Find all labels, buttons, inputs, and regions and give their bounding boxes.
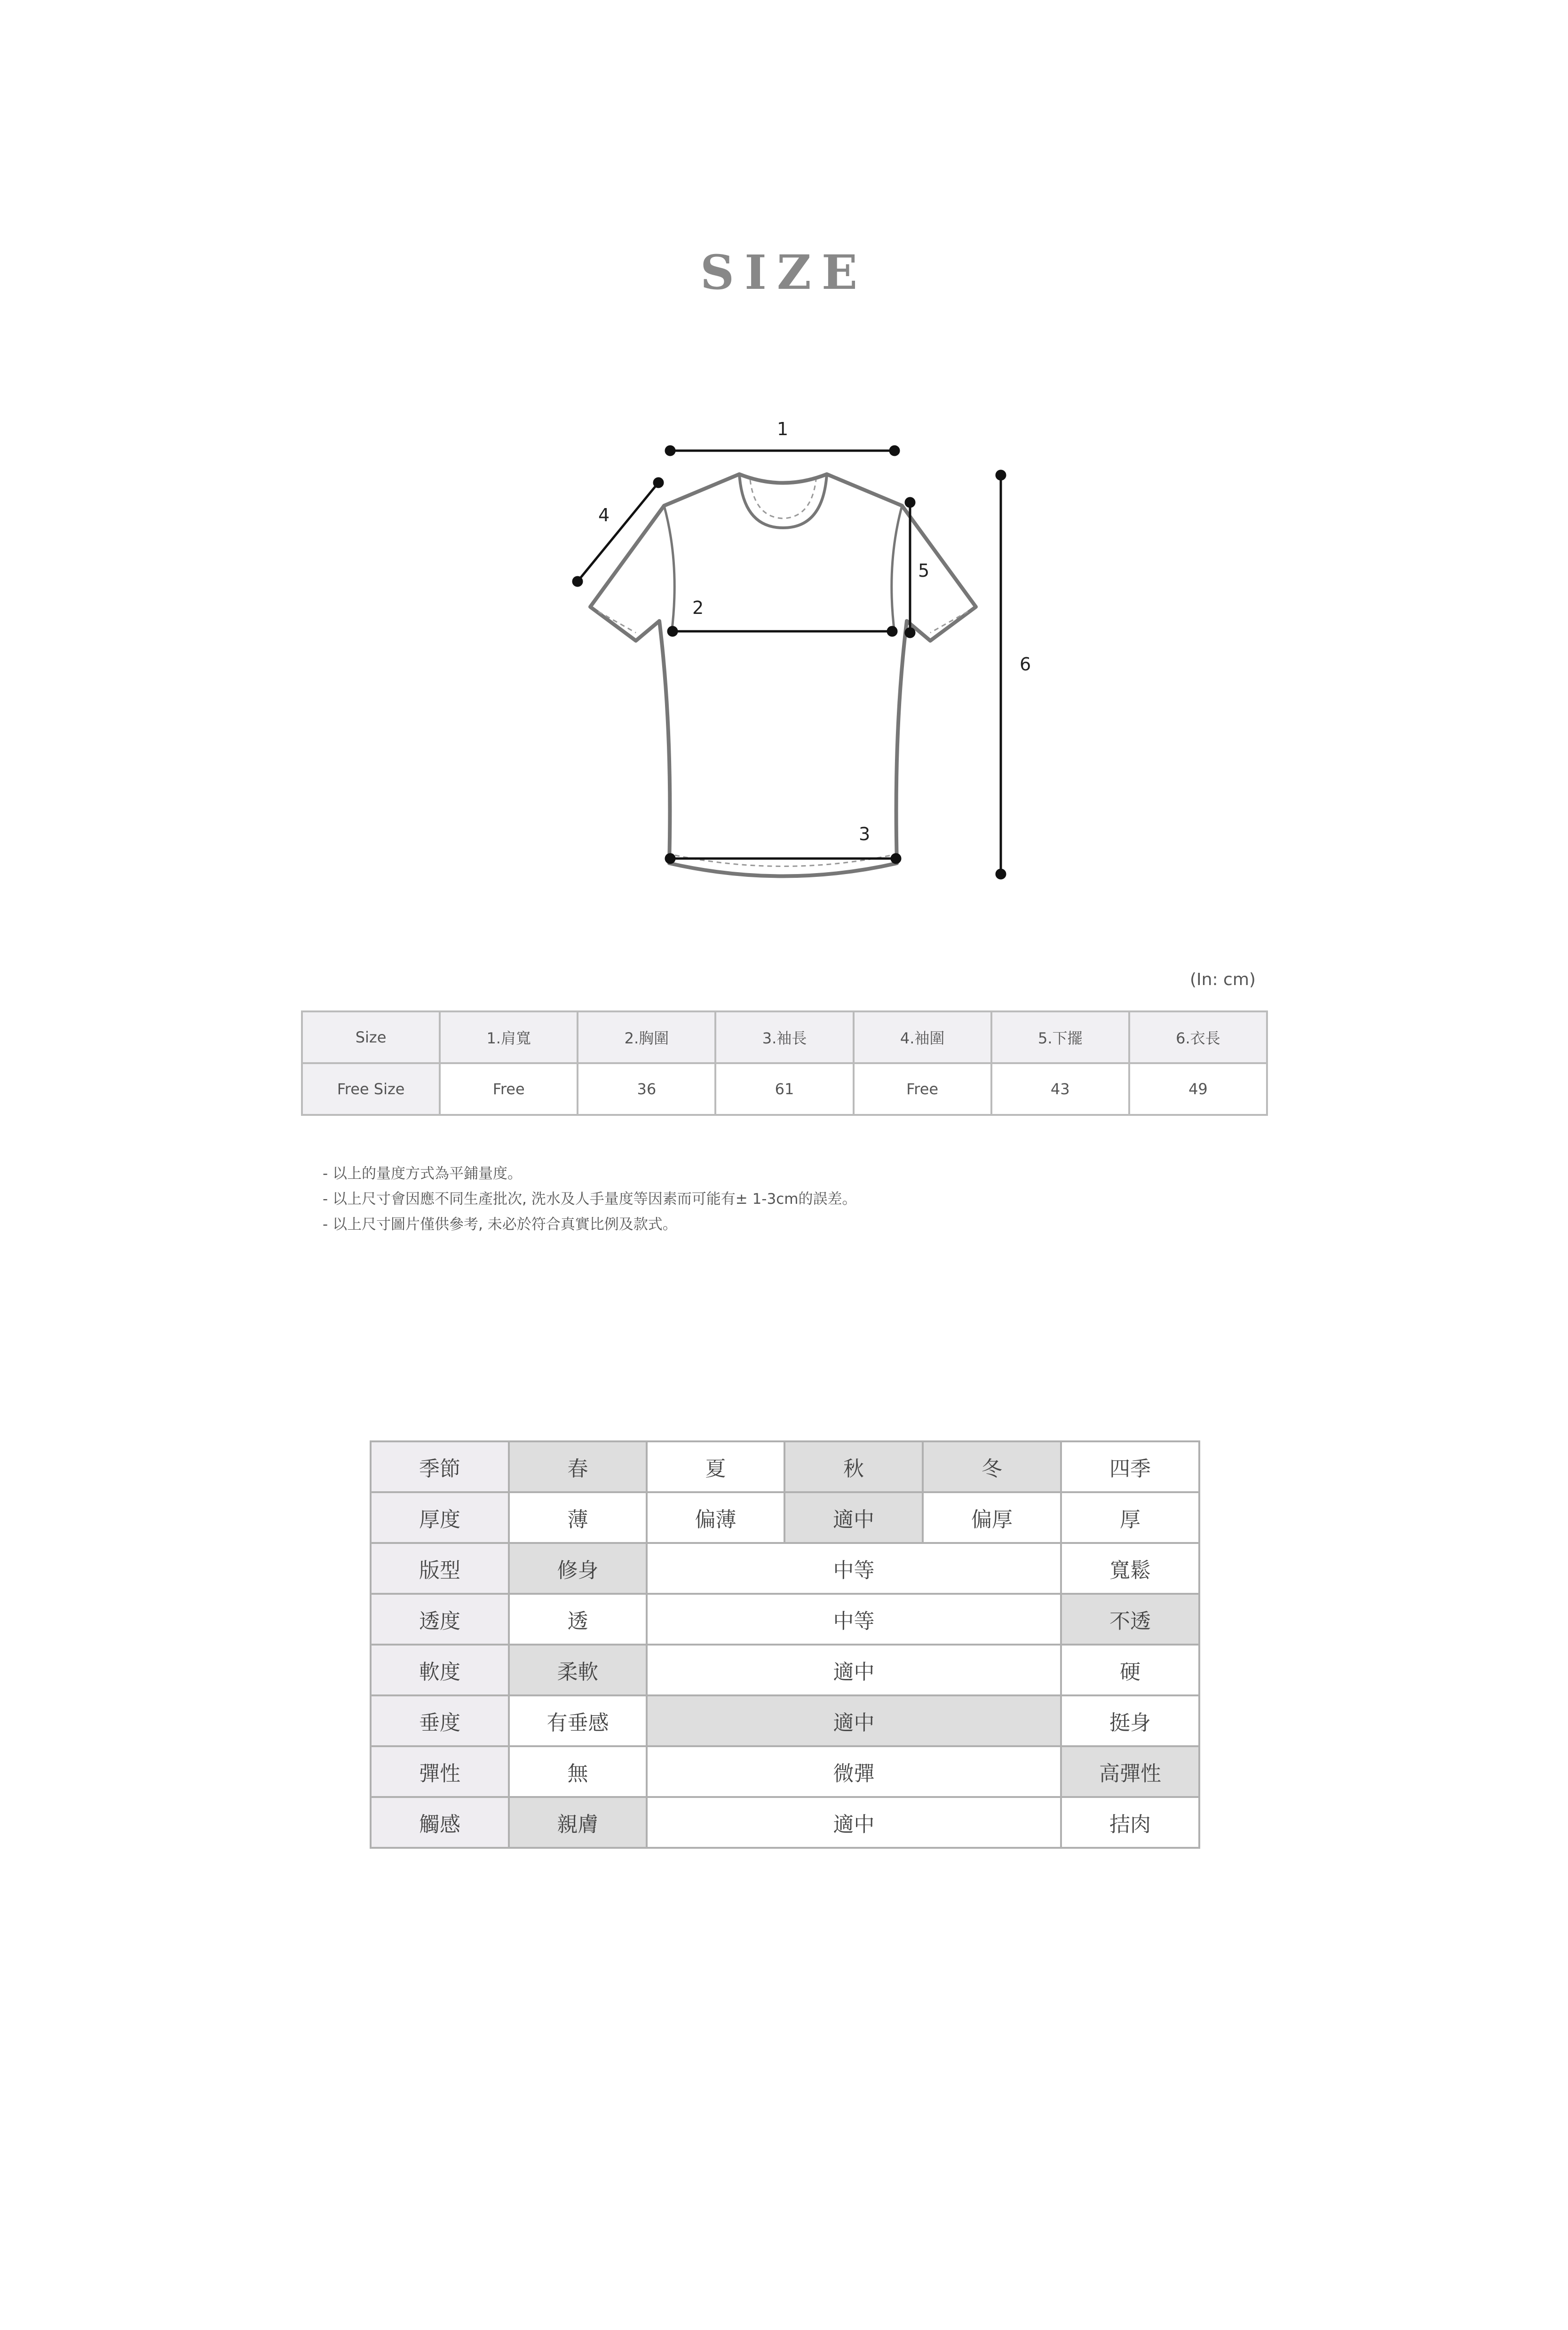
fabric-option: 厚 bbox=[1061, 1492, 1199, 1543]
fabric-option: 透 bbox=[509, 1594, 647, 1645]
fabric-option: 中等 bbox=[647, 1594, 1061, 1645]
page-title: SIZE bbox=[700, 245, 868, 300]
fabric-option: 偏薄 bbox=[647, 1492, 784, 1543]
measurement-notes bbox=[323, 1161, 856, 1237]
note-line: - 以上尺寸圖片僅供參考, 未必於符合真實比例及款式。 bbox=[323, 1216, 677, 1233]
fabric-attributes-table bbox=[370, 1440, 1200, 1849]
fabric-option: 微彈 bbox=[647, 1746, 1061, 1797]
fabric-option: 中等 bbox=[647, 1543, 1061, 1594]
fabric-option: 硬 bbox=[1061, 1645, 1199, 1695]
fabric-option: 適中 bbox=[647, 1645, 1061, 1695]
unit-label: (In: cm) bbox=[1190, 970, 1256, 989]
measure-label-5: 5 bbox=[918, 560, 930, 581]
fabric-option: 春 bbox=[509, 1441, 647, 1492]
fabric-row-label: 季節 bbox=[371, 1441, 509, 1492]
size-table-cell: 43 bbox=[991, 1063, 1129, 1115]
note-line: - 以上尺寸會因應不同生產批次, 洗水及人手量度等因素而可能有± 1-3cm的誤差。 bbox=[323, 1191, 857, 1208]
fabric-row bbox=[371, 1797, 1199, 1848]
fabric-option: 不透 bbox=[1061, 1594, 1199, 1645]
fabric-row-label: 軟度 bbox=[371, 1645, 509, 1695]
fabric-row bbox=[371, 1492, 1199, 1543]
size-table-header: 1.肩寬 bbox=[440, 1011, 578, 1063]
fabric-option: 高彈性 bbox=[1061, 1746, 1199, 1797]
size-table-header: 3.袖長 bbox=[715, 1011, 853, 1063]
fabric-option: 適中 bbox=[784, 1492, 923, 1543]
fabric-option: 適中 bbox=[647, 1797, 1061, 1848]
tshirt-stitching bbox=[598, 480, 968, 867]
size-table-cell: 61 bbox=[715, 1063, 853, 1115]
fabric-row-label: 垂度 bbox=[371, 1695, 509, 1746]
fabric-row bbox=[371, 1746, 1199, 1797]
size-table-cell: Free Size bbox=[302, 1063, 440, 1115]
fabric-option: 適中 bbox=[647, 1695, 1061, 1746]
fabric-option: 薄 bbox=[509, 1492, 647, 1543]
fabric-row-label: 版型 bbox=[371, 1543, 509, 1594]
size-table-header: 4.袖圍 bbox=[854, 1011, 991, 1063]
fabric-option: 四季 bbox=[1061, 1441, 1199, 1492]
size-table-cell: Free bbox=[440, 1063, 578, 1115]
tshirt-measurement-diagram bbox=[0, 0, 1568, 941]
fabric-option: 有垂感 bbox=[509, 1695, 647, 1746]
tshirt-outline bbox=[590, 474, 976, 876]
fabric-row bbox=[371, 1441, 1199, 1492]
size-table-row bbox=[302, 1063, 1267, 1115]
size-table-header: Size bbox=[302, 1011, 440, 1063]
fabric-option: 柔軟 bbox=[509, 1645, 647, 1695]
measure-label-4: 4 bbox=[598, 505, 610, 525]
fabric-option: 無 bbox=[509, 1746, 647, 1797]
fabric-option: 寬鬆 bbox=[1061, 1543, 1199, 1594]
measure-label-2: 2 bbox=[692, 597, 704, 618]
fabric-row-label: 觸感 bbox=[371, 1797, 509, 1848]
size-table-header: 2.胸圍 bbox=[578, 1011, 715, 1063]
measure-label-6: 6 bbox=[1020, 654, 1031, 675]
measurement-lines bbox=[573, 446, 1005, 878]
fabric-option: 偏厚 bbox=[923, 1492, 1061, 1543]
note-line: - 以上的量度方式為平鋪量度。 bbox=[323, 1165, 523, 1182]
fabric-option: 拮肉 bbox=[1061, 1797, 1199, 1848]
fabric-row bbox=[371, 1594, 1199, 1645]
fabric-row bbox=[371, 1645, 1199, 1695]
fabric-option: 秋 bbox=[784, 1441, 923, 1492]
size-table-cell: 36 bbox=[578, 1063, 715, 1115]
measure-label-3: 3 bbox=[859, 824, 871, 844]
size-table-cell: Free bbox=[854, 1063, 991, 1115]
fabric-row bbox=[371, 1695, 1199, 1746]
fabric-option: 冬 bbox=[923, 1441, 1061, 1492]
fabric-option: 挺身 bbox=[1061, 1695, 1199, 1746]
fabric-option: 親膚 bbox=[509, 1797, 647, 1848]
size-table-header: 5.下擺 bbox=[991, 1011, 1129, 1063]
fabric-row-label: 透度 bbox=[371, 1594, 509, 1645]
measure-label-1: 1 bbox=[777, 419, 789, 439]
fabric-row-label: 厚度 bbox=[371, 1492, 509, 1543]
size-table-header: 6.衣長 bbox=[1129, 1011, 1267, 1063]
fabric-option: 夏 bbox=[647, 1441, 784, 1492]
size-table-header-row bbox=[302, 1011, 1267, 1063]
fabric-row bbox=[371, 1543, 1199, 1594]
fabric-row-label: 彈性 bbox=[371, 1746, 509, 1797]
fabric-option: 修身 bbox=[509, 1543, 647, 1594]
size-table-cell: 49 bbox=[1129, 1063, 1267, 1115]
size-table bbox=[301, 1010, 1268, 1116]
